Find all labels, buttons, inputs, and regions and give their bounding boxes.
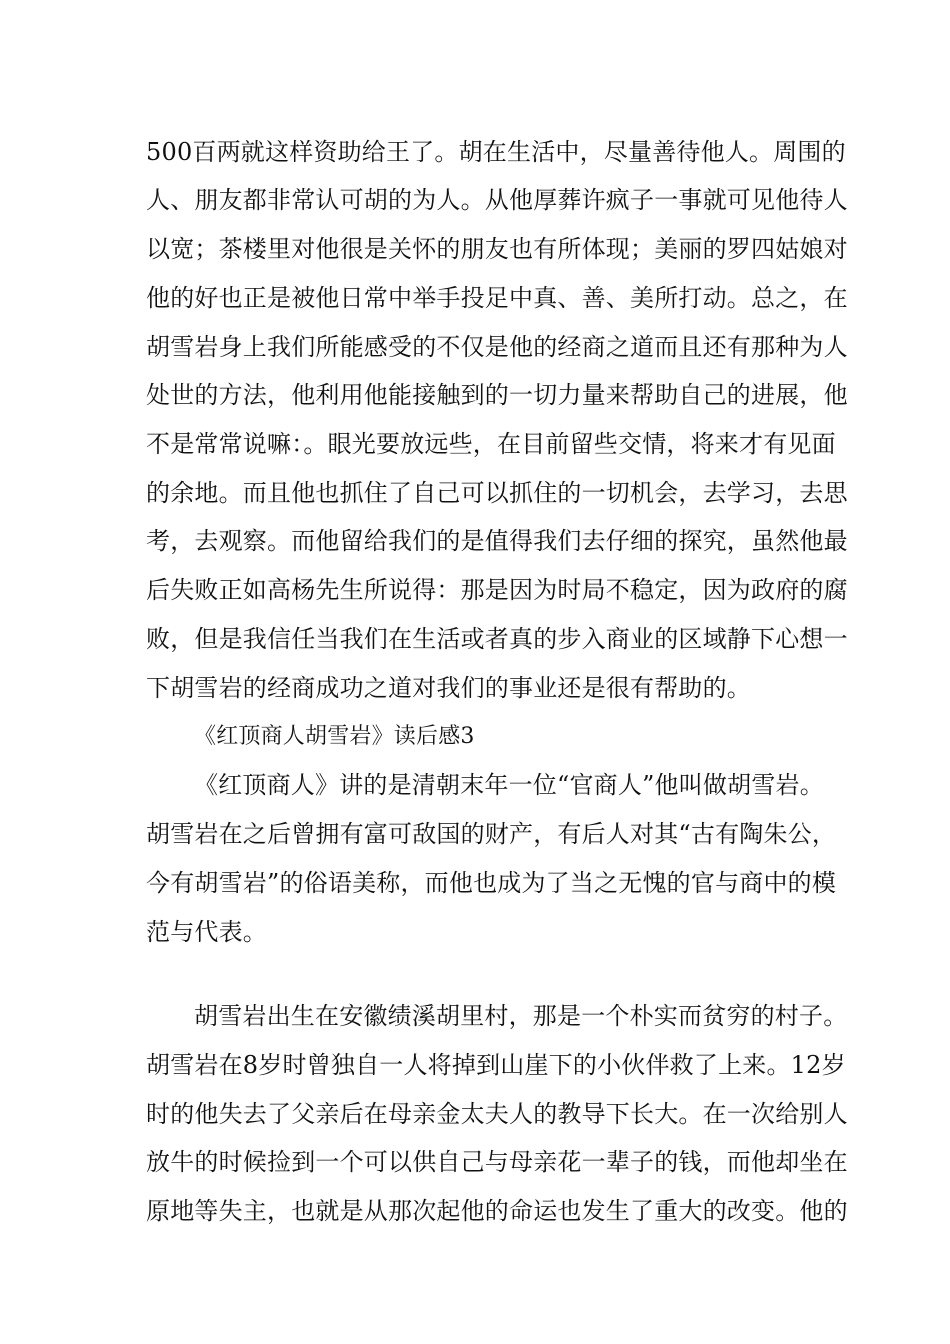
paragraph-line: 人、朋友都非常认可胡的为人。从他厚葬许疯子一事就可见他待人 bbox=[146, 186, 848, 214]
paragraph-line: 败，但是我信任当我们在生活或者真的步入商业的区域静下心想一 bbox=[146, 625, 848, 653]
paragraph-line: 以宽；茶楼里对他很是关怀的朋友也有所体现；美丽的罗四姑娘对 bbox=[146, 235, 848, 263]
paragraph-line: 今有胡雪岩”的俗语美称，而他也成为了当之无愧的官与商中的模 bbox=[146, 869, 837, 897]
paragraph-line: 不是常常说嘛：。眼光要放远些，在目前留些交情，将来才有见面 bbox=[146, 430, 836, 458]
section-heading: 《红顶商人胡雪岩》读后感3 bbox=[194, 724, 475, 749]
paragraph-line: 下胡雪岩的经商成功之道对我们的事业还是很有帮助的。 bbox=[146, 674, 751, 702]
paragraph-line: 放牛的时候捡到一个可以供自己与母亲花一辈子的钱，而他却坐在 bbox=[146, 1148, 848, 1176]
paragraph-line: 胡雪岩身上我们所能感受的不仅是他的经商之道而且还有那种为人 bbox=[146, 333, 848, 361]
paragraph-line: 《红顶商人》讲的是清朝末年一位“官商人”他叫做胡雪岩。 bbox=[194, 771, 824, 799]
paragraph-line: 他的好也正是被他日常中举手投足中真、善、美所打动。总之，在 bbox=[146, 284, 848, 312]
paragraph-line: 原地等失主，也就是从那次起他的命运也发生了重大的改变。他的 bbox=[146, 1197, 848, 1225]
paragraph-line: 胡雪岩在之后曾拥有富可敌国的财产，有后人对其“古有陶朱公， bbox=[146, 820, 837, 848]
paragraph-line: 时的他失去了父亲后在母亲金太夫人的教导下长大。在一次给别人 bbox=[146, 1100, 848, 1128]
paragraph-line: 500百两就这样资助给王了。胡在生活中，尽量善待他人。周围的 bbox=[146, 138, 846, 166]
paragraph-line: 胡雪岩出生在安徽绩溪胡里村，那是一个朴实而贫穷的村子。 bbox=[194, 1002, 848, 1030]
paragraph-line: 考，去观察。而他留给我们的是值得我们去仔细的探究，虽然他最 bbox=[146, 527, 848, 555]
paragraph-line: 后失败正如高杨先生所说得：那是因为时局不稳定，因为政府的腐 bbox=[146, 576, 848, 604]
paragraph-line: 范与代表。 bbox=[146, 918, 267, 946]
paragraph-line: 胡雪岩在8岁时曾独自一人将掉到山崖下的小伙伴救了上来。12岁 bbox=[146, 1051, 846, 1079]
paragraph-line: 的余地。而且他也抓住了自己可以抓住的一切机会，去学习，去思 bbox=[146, 479, 848, 507]
paragraph-line: 处世的方法，他利用他能接触到的一切力量来帮助自己的进展，他 bbox=[146, 381, 848, 409]
